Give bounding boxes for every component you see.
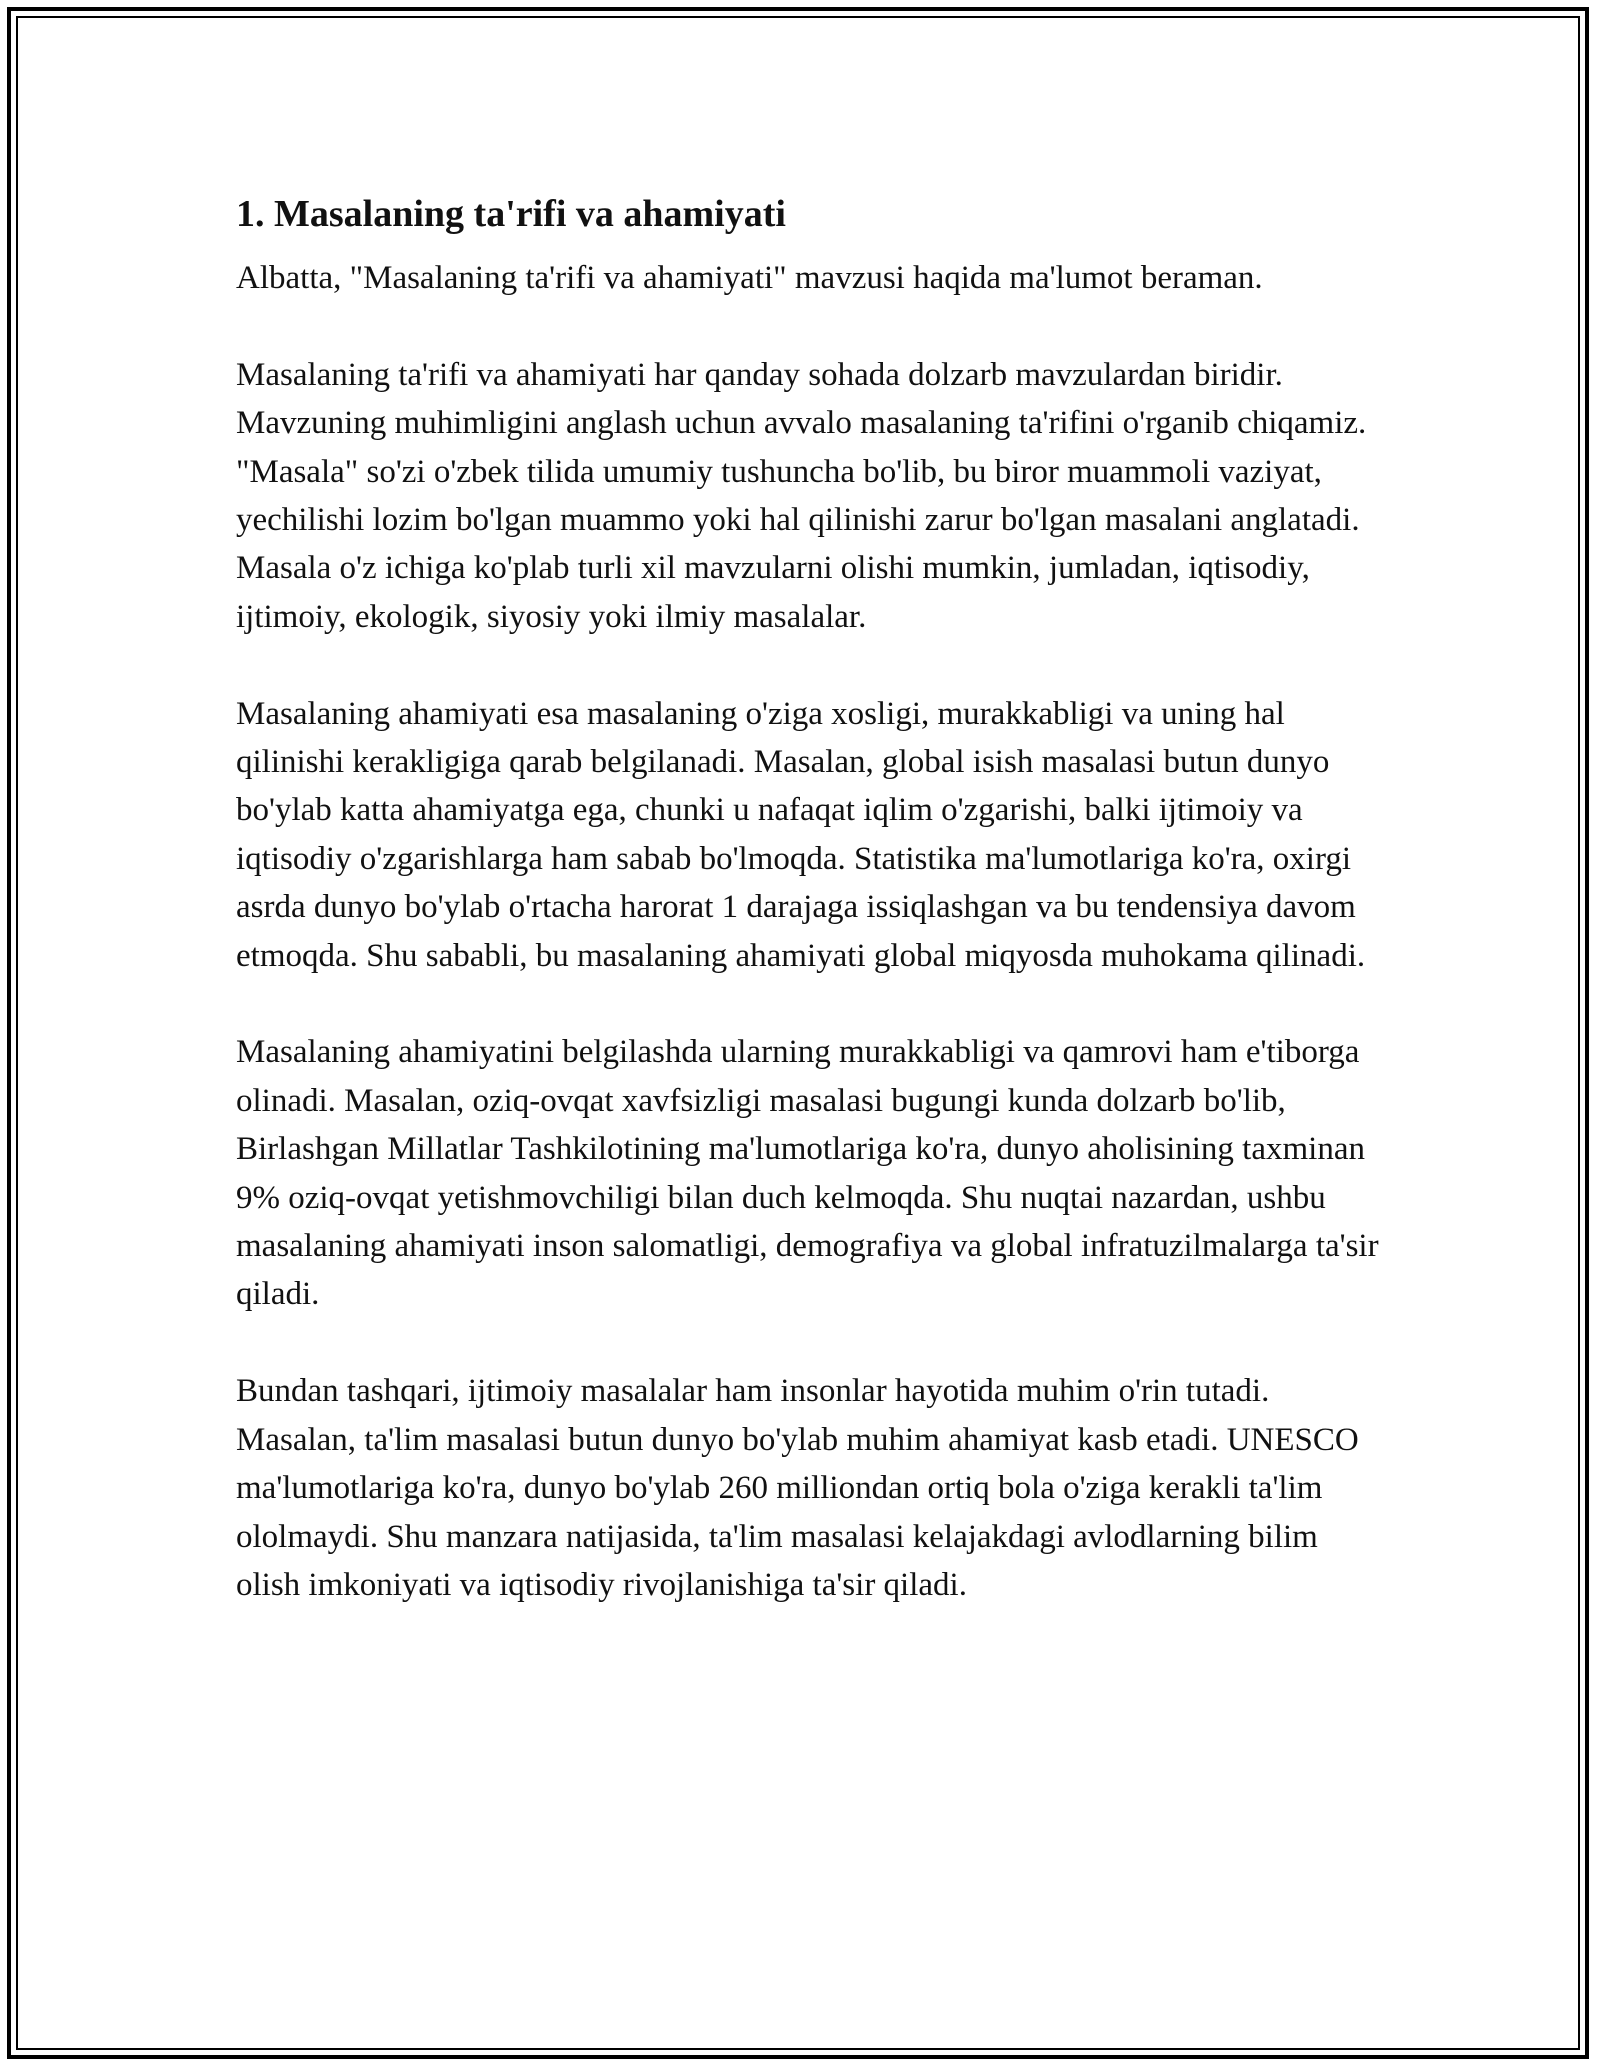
paragraph-definition: Masalaning ta'rifi va ahamiyati har qanday sohada dolzarb mavzulardan biridir. Mavzuning muhimligini anglash uchun avvalo masalaning ta'rifini o'rganib chiqamiz. "Masala" so'zi o'zbek tilida umumiy tushuncha bo'lib, bu biror muammoli vaziyat, yechilishi lozim bo'lgan muammo yoki hal qilinishi zarur bo'lgan masalani anglatadi. Masala o'z ichiga ko'plab turli xil mavzularni olishi mumkin, jumladan, iqtisodiy, ijtimoiy, ekologik, siyosiy yoki ilmiy masalalar. (236, 356, 1367, 635)
section-heading: 1. Masalaning ta'rifi va ahamiyati (236, 193, 786, 235)
paragraph-social: Bundan tashqari, ijtimoiy masalalar ham insonlar hayotida muhim o'rin tutadi. Masalan, ta'lim masalasi butun dunyo bo'ylab muhim ahamiyat kasb etadi. UNESCO ma'lumotlariga ko'ra, dunyo bo'ylab 260 milliondan ortiq bola o'ziga kerakli ta'lim ololmaydi. Shu manzara natijasida, ta'lim masalasi kelajakdagi avlodlarning bilim olish imkoniyati va iqtisodiy rivojlanishiga ta'sir qiladi. (236, 1373, 1359, 1603)
document-body (236, 186, 1386, 1609)
paragraph-importance: Masalaning ahamiyati esa masalaning o'ziga xosligi, murakkabligi va uning hal qilinishi kerakligiga qarab belgilanadi. Masalan, global isish masalasi butun dunyo bo'ylab katta ahamiyatga ega, chunki u nafaqat iqlim o'zgarishi, balki ijtimoiy va iqtisodiy o'zgarishlarga ham sabab bo'lmoqda. Statistika ma'lumotlariga ko'ra, oxirgi asrda dunyo bo'ylab o'rtacha harorat 1 darajaga issiqlashgan va bu tendensiya davom etmoqda. Shu sababli, bu masalaning ahamiyati global miqyosda muhokama qilinadi. (236, 695, 1366, 974)
paragraph-complexity: Masalaning ahamiyatini belgilashda ularning murakkabligi va qamrovi ham e'tiborga olinadi. Masalan, oziq-ovqat xavfsizligi masalasi bugungi kunda dolzarb bo'lib, Birlashgan Millatlar Tashkilotining ma'lumotlariga ko'ra, dunyo aholisining taxminan 9% oziq-ovqat yetishmovchiligi bilan duch kelmoqda. Shu nuqtai nazardan, ushbu masalaning ahamiyati inson salomatligi, demografiya va global infratuzilmalarga ta'sir qiladi. (236, 1034, 1379, 1313)
paragraph-intro: Albatta, "Masalaning ta'rifi va ahamiyati" mavzusi haqida ma'lumot beraman. (236, 260, 1263, 296)
